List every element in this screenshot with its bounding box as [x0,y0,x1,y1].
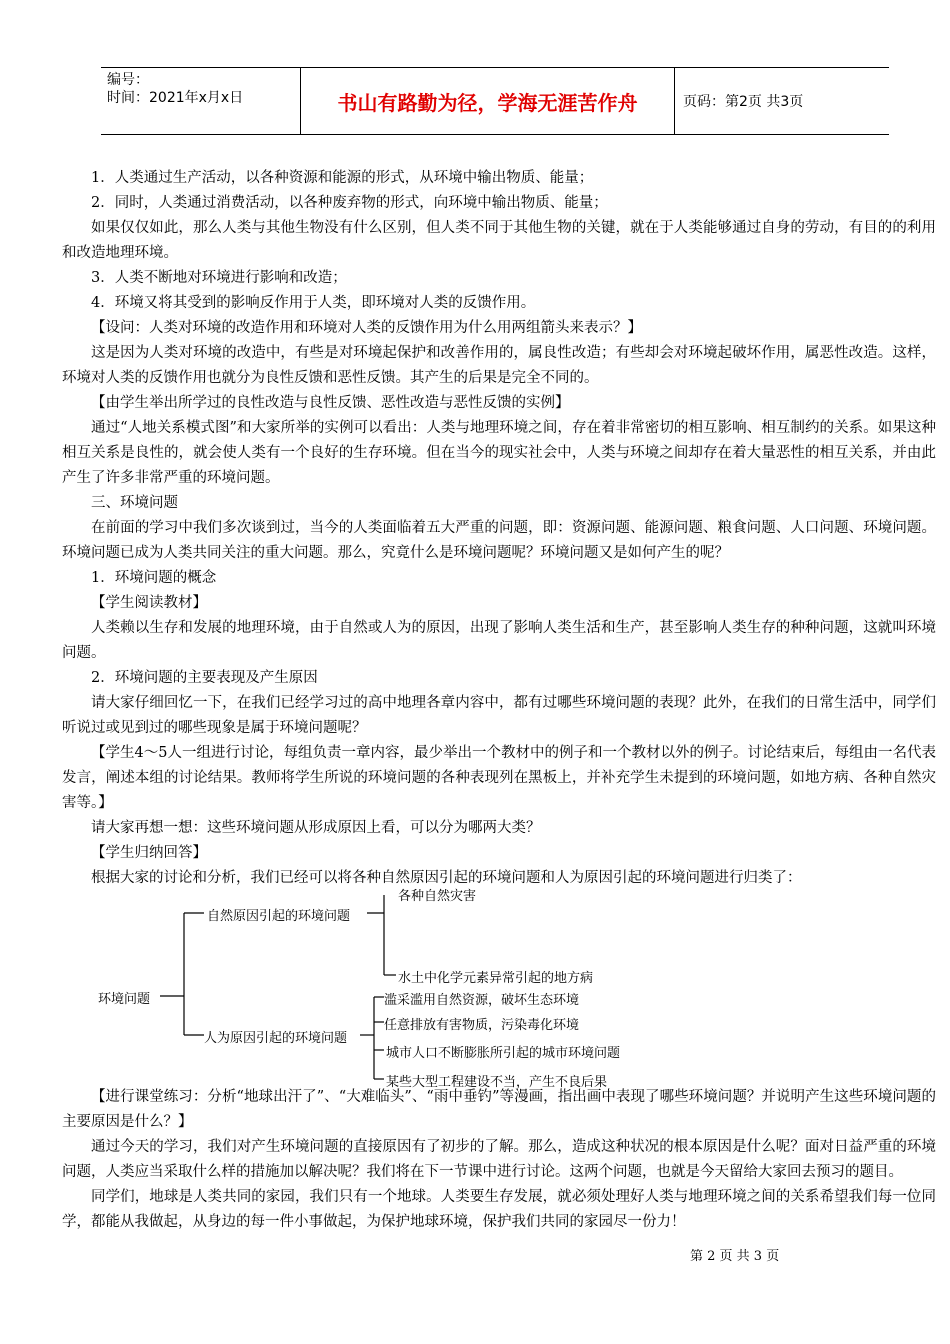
paragraph: 【学生阅读教材】 [91,595,207,611]
paragraph: 【由学生举出所学过的良性改造与良性反馈、恶性改造与恶性反馈的实例】 [91,395,570,411]
paragraph: 这是因为人类对环境的改造中，有些是对环境起保护和改善作用的，属良性改造；有些却会对环境起破坏作用，属恶性改造。这样，环境对人类的反馈作用也就分为良性反馈和恶性反馈。其产生的后果是完全不同的。 [62,345,936,386]
environment-problems-diagram [62,889,936,1090]
paragraph: 请大家再想一想：这些环境问题从形成原因上看，可以分为哪两大类？ [91,820,541,836]
paragraph: 4．环境又将其受到的影响反作用于人类，即环境对人类的反馈作用。 [91,295,536,311]
diagram-natural-item: 水土中化学元素异常引起的地方病 [398,971,594,986]
paragraph: 1．人类通过生产活动，以各种资源和能源的形式，从环境中输出物质、能量； [91,170,594,186]
header-motto: 书山有路勤为径，学海无涯苦作舟 [301,68,675,134]
header-table [101,67,889,135]
paragraph: 2．同时，人类通过消费活动，以各种废弃物的形式，向环境中输出物质、能量； [91,195,608,211]
diagram-human-item: 滥采滥用自然资源，破坏生态环境 [384,993,580,1008]
paragraph: 人类赖以生存和发展的地理环境，由于自然或人为的原因，出现了影响人类生活和生产，甚至影响人类生存的种种问题，这就叫环境问题。 [62,620,936,661]
paragraph: 根据大家的讨论和分析，我们已经可以将各种自然原因引起的环境问题和人为原因引起的环境问题进行归类了： [91,870,802,886]
paragraph: 【学生归纳回答】 [91,845,207,861]
paragraph: 3．人类不断地对环境进行影响和改造； [91,270,347,286]
diagram-human-item: 城市人口不断膨胀所引起的城市环境问题 [386,1046,621,1061]
paragraph: 同学们，地球是人类共同的家园，我们只有一个地球。人类要生存发展，就必须处理好人类与地理环境之间的关系希望我们每一位同学，都能从我做起，从身边的每一件小事做起，为保护地球环境，保护我们共同的家园尽一份力！ [62,1189,936,1230]
subsection-heading: 1．环境问题的概念 [91,570,217,586]
diagram-natural-item: 各种自然灾害 [398,889,477,904]
document-body [62,166,936,1235]
paragraph: 如果仅仅如此，那么人类与其他生物没有什么区别，但人类不同于其他生物的关键，就在于人类能够通过自身的劳动，有目的的利用和改造地理环境。 [62,220,936,261]
diagram-human-branch: 人为原因引起的环境问题 [204,1031,348,1046]
diagram-natural-branch: 自然原因引起的环境问题 [207,909,351,924]
paragraph: 【进行课堂练习：分析“地球出汗了”、“大难临头”、“雨中垂钓”等漫画，指出画中表现了哪些环境问题？并说明产生这些环境问题的主要原因是什么？】 [62,1089,936,1130]
paragraph: 请大家仔细回忆一下，在我们已经学习过的高中地理各章内容中，都有过哪些环境问题的表现？此外，在我们的日常生活中，同学们听说过或见到过的哪些现象是属于环境问题呢？ [62,695,936,736]
subsection-heading: 2．环境问题的主要表现及产生原因 [91,670,318,686]
section-heading: 三、环境问题 [91,495,178,511]
diagram-human-item: 任意排放有害物质，污染毒化环境 [384,1018,580,1033]
header-left-cell [101,68,301,134]
paragraph: 通过今天的学习，我们对产生环境问题的直接原因有了初步的了解。那么，造成这种状况的根本原因是什么呢？面对日益严重的环境问题，人类应当采取什么样的措施加以解决呢？我们将在下一节课中进行讨论。这两个问题，也就是今天留给大家回去预习的题目。 [62,1139,936,1180]
number-label: 编号： [107,72,149,88]
diagram-human-item: 某些大型工程建设不当，产生不良后果 [386,1075,608,1090]
paragraph: 在前面的学习中我们多次谈到过，当今的人类面临着五大严重的问题，即：资源问题、能源问题、粮食问题、人口问题、环境问题。环境问题已成为人类共同关注的重大问题。那么，究竟什么是环境问题呢？环境问题又是如何产生的呢？ [62,520,936,561]
header-page-label: 页码：第2页 共3页 [683,94,804,110]
paragraph: 【学生4～5人一组进行讨论，每组负责一章内容，最少举出一个教材中的例子和一个教材以外的例子。讨论结束后，每组由一名代表发言，阐述本组的讨论结果。教师将学生所说的环境问题的各种表现列在黑板上，并补充学生未提到的环境问题，如地方病、各种自然灾害等。】 [62,745,936,811]
diagram-root: 环境问题 [98,992,151,1007]
paragraph: 通过“人地关系模式图”和大家所举的实例可以看出：人类与地理环境之间，存在着非常密切的相互影响、相互制约的关系。如果这种相互关系是良性的，就会使人类有一个良好的生存环境。但在当今的现实社会中，人类与环境之间却存在着大量恶性的相互关系，并由此产生了许多非常严重的环境问题。 [62,420,936,486]
paragraph: 【设问：人类对环境的改造作用和环境对人类的反馈作用为什么用两组箭头来表示？】 [91,320,642,336]
time-label: 时间：2021年x月x日 [107,90,244,106]
page-footer: 第 2 页 共 3 页 [690,1249,780,1264]
